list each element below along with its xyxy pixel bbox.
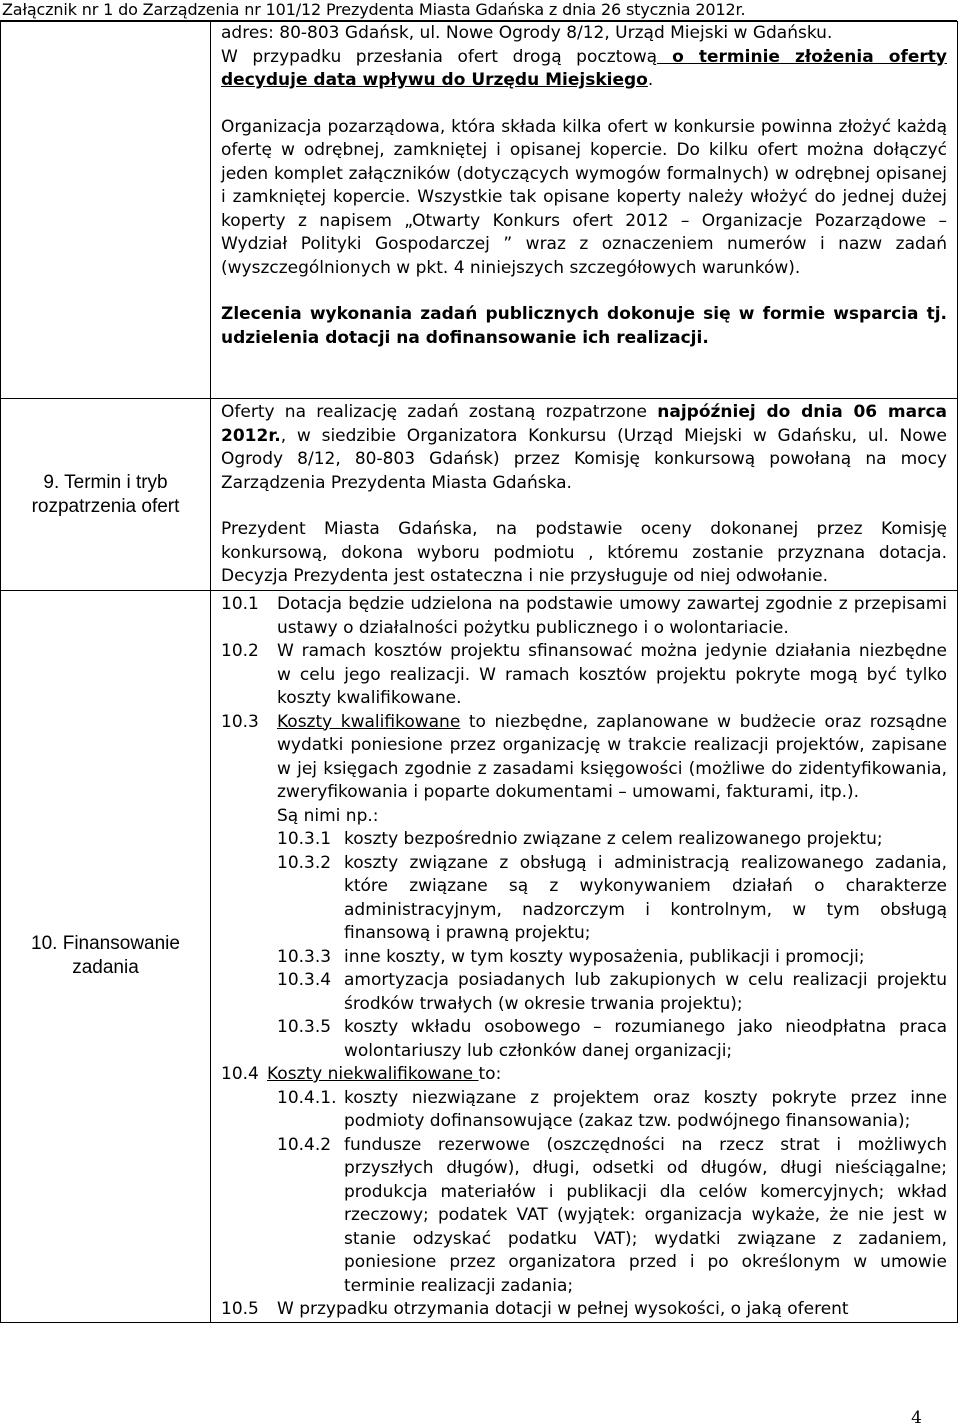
conditions-table: [0, 21, 958, 1323]
table-row: [1, 591, 958, 1323]
list-item: 10.1 Dotacja będzie udzielona na podstawie umowy zawartej zgodnie z przepisami ustawy o działalności pożytku publicznego i o wolontariacie.: [221, 594, 947, 638]
section-9-label: 9. Termin i tryb rozpatrzenia ofert: [31, 471, 180, 517]
support-form-paragraph: Zlecenia wykonania zadań publicznych dokonuje się w formie wsparcia tj. udzielenia dotacji na dofinansowanie ich realizacji.: [221, 304, 947, 348]
row-content-cell: [211, 22, 958, 399]
decision-paragraph: Prezydent Miasta Gdańska, na podstawie oceny dokonanej przez Komisję konkursową, dokona wyboru podmiotu , któremu zostanie przyznana dotacja. Decyzja Prezydenta jest ostateczna i nie przysługuje od niej odwołanie.: [221, 519, 947, 586]
row-content-cell: [211, 591, 958, 1323]
table-row: [1, 22, 958, 399]
list-item: 10.2 W ramach kosztów projektu sfinansować można jedynie działania niezbędne w celu jego realizacji. W ramach kosztów projektu pokryte mogą być tylko koszty kwalifikowane.: [221, 641, 947, 708]
list-item: 10.4.1. koszty niezwiązane z projektem oraz koszty pokryte przez inne podmioty dofinansowujące (zakaz tzw. podwójnego finansowania);: [277, 1087, 947, 1131]
row-label-cell: [1, 22, 211, 399]
list-item: 10.3.3 inne koszty, w tym koszty wyposażenia, publikacji i promocji;: [277, 946, 865, 967]
review-paragraph: Oferty na realizację zadań zostaną rozpatrzone najpóźniej do dnia 06 marca 2012r., w siedzibie Organizatora Konkursu (Urząd Miejski w Gdańsku, ul. Nowe Ogrody 8/12, 80-803 Gdańsk) przez Komisję konkursową powołaną na mocy Zarządzenia Prezydenta Miasta Gdańska.: [221, 402, 947, 493]
postal-deadline-text: o terminie złożenia oferty decyduje data wpływu do Urzędu Miejskiego: [221, 46, 947, 90]
non-qualified-costs-term: Koszty niekwalifikowane: [267, 1064, 479, 1084]
table-row: [1, 399, 958, 591]
section-10-label: 10. Finansowanie zadania: [31, 933, 180, 979]
list-item: 10.3.4 amortyzacja posiadanych lub zakupionych w celu realizacji projektu środków trwałych (w okresie trwania projektu);: [277, 970, 947, 1014]
row-label-cell: [1, 399, 211, 591]
postal-paragraph: W przypadku przesłania ofert drogą pocztową o terminie złożenia oferty decyduje data wpływu do Urzędu Miejskiego.: [221, 46, 947, 90]
page-number: 4: [911, 1408, 922, 1428]
list-item: 10.5 W przypadku otrzymania dotacji w pełnej wysokości, o jaką oferent: [221, 1299, 849, 1319]
list-item: 10.4 Koszty niekwalifikowane to:: [221, 1064, 502, 1084]
address-line: adres: 80-803 Gdańsk, ul. Nowe Ogrody 8/12, Urząd Miejski w Gdańsku.: [221, 23, 833, 43]
document-header: Załącznik nr 1 do Zarządzenia nr 101/12 Prezydenta Miasta Gdańska z dnia 26 stycznia 2012r.: [2, 0, 746, 19]
list-item: 10.3 Koszty kwalifikowane to niezbędne, zaplanowane w budżecie oraz rozsądne wydatki poniesione przez organizację w trakcie realizacji projektów, zapisane w jej księgach zgodnie z zasadami księgowości (możliwe do zidentyfikowania, zweryfikowania i poparte dokumentami – umowami, fakturami, itp.).: [221, 711, 947, 802]
row-content-cell: [211, 399, 958, 591]
envelope-paragraph: Organizacja pozarządowa, która składa kilka ofert w konkursie powinna złożyć każdą ofertę w odrębnej, zamkniętej i opisanej kopercie. Do kilku ofert można dołączyć jeden komplet załączników (dotyczących wymogów formalnych) w odrębnej opisanej i zamkniętej kopercie. Wszystkie tak opisane koperty należy włożyć do jednej dużej koperty z napisem „Otwarty Konkurs ofert 2012 – Organizacje Pozarządowe – Wydział Polityki Gospodarczej ” wraz z oznaczeniem numerów i nazw zadań (wyszczególnionych w pkt. 4 niniejszych szczegółowych warunków).: [221, 116, 947, 278]
review-deadline: najpóźniej do dnia 06 marca 2012r.: [221, 402, 947, 446]
list-item: 10.4.2 fundusze rezerwowe (oszczędności na rzecz strat i możliwych przyszłych długów), długi, odsetki od długów, długi nieściągalne; produkcja materiałów i publikacji dla celów komercyjnych; wkład rzeczowy; podatek VAT (wyjątek: organizacja wykaże, że nie jest w stanie odzyskać podatku VAT); wydatki związane z zadaniem, poniesione przez organizatora przed i po określonym w umowie terminie realizacji zadania;: [277, 1134, 947, 1296]
row-label-cell: [1, 591, 211, 1323]
list-item: 10.3.1 koszty bezpośrednio związane z celem realizowanego projektu;: [277, 829, 883, 849]
list-intro: Są nimi np.:: [277, 805, 379, 826]
qualified-costs-term: Koszty kwalifikowane: [277, 711, 461, 732]
list-item: 10.3.2 koszty związane z obsługą i administracją realizowanego zadania, które związane są z wykonywaniem działań o charakterze administracyjnym, nadzorczym i kontrolnym, w tym obsługą finansową i prawną projektu;: [277, 852, 947, 943]
list-item: 10.3.5 koszty wkładu osobowego – rozumianego jako nieodpłatna praca wolontariuszy lub członków danej organizacji;: [277, 1017, 947, 1061]
